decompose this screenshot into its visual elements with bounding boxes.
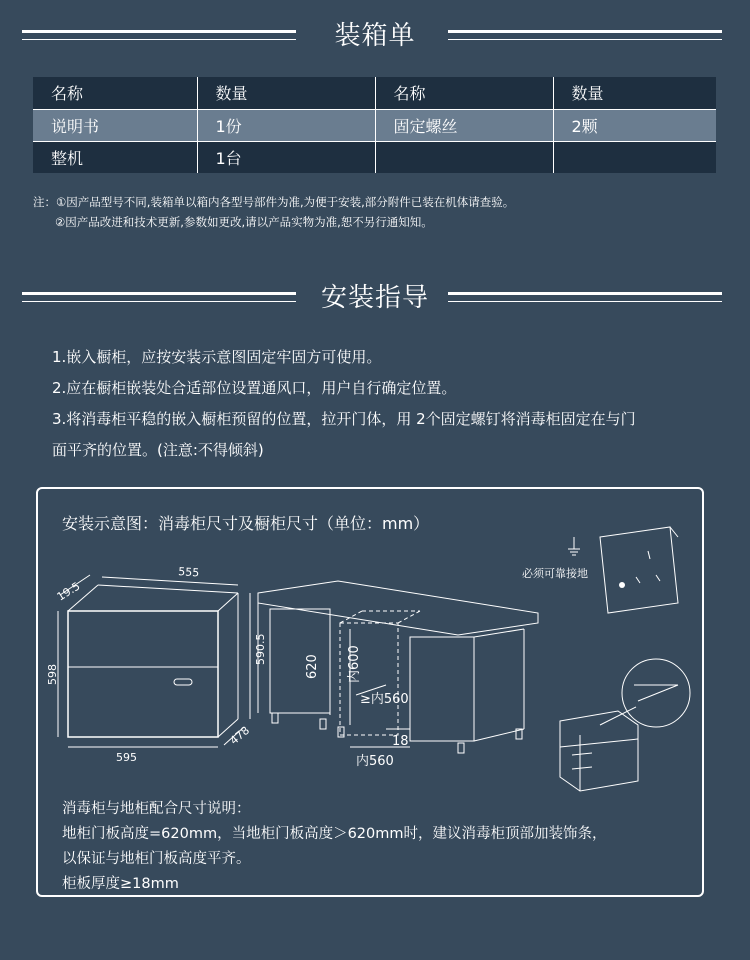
table-cell: 固定螺丝 [375, 109, 553, 141]
table-cell: 2颗 [553, 109, 716, 141]
table-row [33, 109, 716, 141]
install-steps [52, 342, 712, 466]
table-cell: 整机 [33, 141, 197, 173]
dim-19-5: 19.5 [54, 579, 83, 604]
dim-inner-560: 内560 [356, 754, 394, 769]
packing-notes [33, 192, 514, 232]
dim-595: 595 [116, 751, 137, 764]
install-guide-header [0, 278, 750, 318]
dim-620: 620 [305, 654, 320, 679]
step-3: 3.将消毒柜平稳的嵌入橱柜预留的位置，拉开门体，用 2个固定螺钉将消毒柜固定在与门 [52, 410, 636, 428]
title-divider-right [448, 292, 722, 302]
col-qty: 数量 [197, 77, 375, 109]
screw-detail-drawing [560, 659, 690, 791]
table-cell: 1台 [197, 141, 375, 173]
col-name: 名称 [33, 77, 197, 109]
packing-list-title: 装箱单 [334, 21, 416, 51]
dim-inner-600: 内600 [347, 645, 362, 683]
spec-title: 消毒柜与地柜配合尺寸说明： [62, 801, 251, 817]
note-2: ②因产品改进和技术更新,参数如更改,请以产品实物为准,恕不另行通知知。 [55, 215, 433, 229]
table-row [33, 141, 716, 173]
table-header-row [33, 77, 716, 109]
dim-478: 478 [227, 723, 253, 748]
note-1: 注：①因产品型号不同,装箱单以箱内各型号部件为准,为便于安装,部分附件已装在机体请查验。 [33, 195, 515, 209]
packing-list-header [0, 16, 750, 56]
socket-hole [619, 582, 625, 588]
table-cell [375, 141, 553, 173]
dim-inner-depth: ≥内560 [360, 692, 409, 707]
dim-18: 18 [392, 734, 409, 749]
table-cell: 说明书 [33, 109, 197, 141]
spec-line-2: 以保证与地柜门板高度平齐。 [62, 851, 251, 867]
install-guide-title: 安装指导 [320, 283, 429, 313]
col-qty-2: 数量 [553, 77, 716, 109]
dim-598: 598 [46, 664, 59, 685]
step-2: 2.应在橱柜嵌装处合适部位设置通风口，用户自行确定位置。 [52, 379, 457, 397]
table-cell [553, 141, 716, 173]
dim-590-5: 590.5 [254, 633, 267, 665]
packing-table [33, 77, 716, 173]
dim-555: 555 [177, 565, 200, 580]
diagram-title: 安装示意图：消毒柜尺寸及橱柜尺寸（单位：mm） [62, 514, 430, 533]
step-1: 1.嵌入橱柜，应按安装示意图固定牢固方可使用。 [52, 348, 382, 366]
cabinet-unit-drawing [58, 575, 253, 748]
fit-spec [62, 797, 607, 897]
kitchen-cabinet-drawing [258, 581, 538, 753]
spec-line-1: 地柜门板高度=620mm，当地柜门板高度＞620mm时，建议消毒柜顶部加装饰条， [62, 826, 607, 842]
ground-label: 必须可靠接地 [522, 567, 588, 580]
title-divider-right [448, 30, 722, 40]
col-name-2: 名称 [375, 77, 553, 109]
step-3-cont: 面平齐的位置。(注意:不得倾斜) [52, 441, 264, 459]
table-cell: 1份 [197, 109, 375, 141]
spec-line-3: 柜板厚度≥18mm [62, 876, 179, 892]
install-diagram-panel [36, 487, 704, 897]
